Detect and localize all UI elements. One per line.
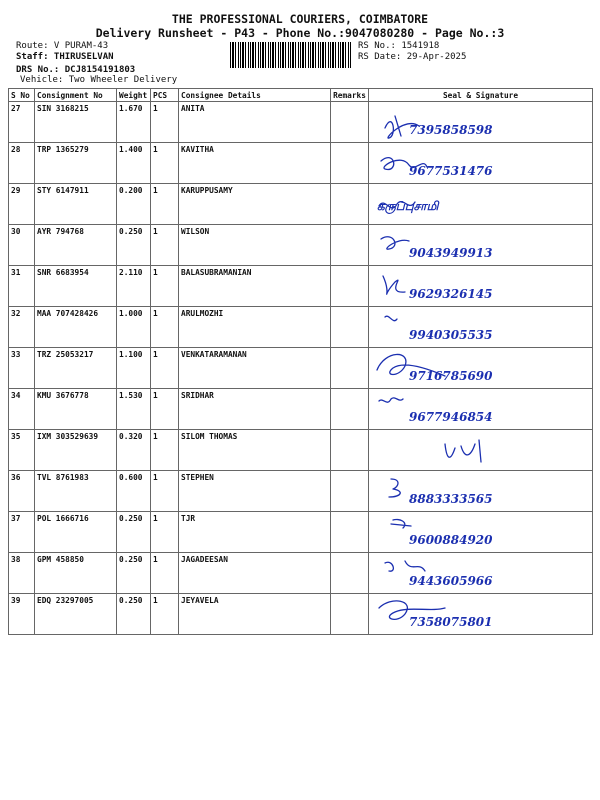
company-title: THE PROFESSIONAL COURIERS, COIMBATORE: [171, 12, 429, 26]
row-pcs: 1: [151, 553, 179, 594]
runsheet-table: [8, 88, 593, 635]
row-sno: 36: [9, 471, 35, 512]
staff-label: Staff: THIRUSELVAN: [16, 52, 114, 62]
row-weight: 1.100: [117, 348, 151, 389]
handwritten-signature: [369, 553, 593, 594]
handwritten-phone-text: 8883333565: [409, 492, 493, 506]
row-consignment-no: EDQ 23297005: [35, 594, 117, 635]
row-sno: 38: [9, 553, 35, 594]
row-weight: 1.000: [117, 307, 151, 348]
row-consignment-no: STY 6147911: [35, 184, 117, 225]
row-consignee: WILSON: [179, 225, 331, 266]
row-consignee: SRIDHAR: [179, 389, 331, 430]
row-pcs: 1: [151, 348, 179, 389]
handwritten-phone-text: 9716785690: [409, 369, 493, 383]
row-consignment-no: KMU 3676778: [35, 389, 117, 430]
table-row: [9, 389, 593, 430]
barcode-image: [230, 42, 352, 68]
row-remarks: [331, 389, 369, 430]
handwritten-signature: [369, 225, 593, 266]
handwritten-phone-text: 9600884920: [409, 533, 493, 547]
row-signature: [369, 184, 593, 225]
row-weight: 0.250: [117, 594, 151, 635]
row-signature: [369, 430, 593, 471]
row-signature: [369, 553, 593, 594]
route-label: Route: V PURAM-43: [16, 41, 109, 51]
row-weight: 1.530: [117, 389, 151, 430]
handwritten-phone-text: 7358075801: [409, 615, 493, 629]
table-row: [9, 348, 593, 389]
table-row: [9, 471, 593, 512]
row-signature: [369, 102, 593, 143]
table-row: [9, 307, 593, 348]
col-sno: S No: [9, 89, 35, 102]
row-weight: 0.600: [117, 471, 151, 512]
row-remarks: [331, 143, 369, 184]
row-remarks: [331, 266, 369, 307]
row-consignee: ANITA: [179, 102, 331, 143]
handwritten-signature: [369, 266, 593, 307]
row-signature: [369, 143, 593, 184]
handwritten-phone-text: 9629326145: [409, 287, 493, 301]
table-header-row: [9, 89, 593, 102]
vehicle-label: Vehicle: Two Wheeler Delivery: [20, 75, 178, 85]
table-row: [9, 594, 593, 635]
table-row: [9, 553, 593, 594]
row-weight: 0.320: [117, 430, 151, 471]
row-consignee: KAVITHA: [179, 143, 331, 184]
row-consignment-no: IXM 303529639: [35, 430, 117, 471]
row-pcs: 1: [151, 143, 179, 184]
handwritten-phone-text: கருப்புசாமி: [377, 199, 439, 213]
handwritten-signature: [369, 512, 593, 553]
row-sno: 29: [9, 184, 35, 225]
row-consignee: JEYAVELA: [179, 594, 331, 635]
handwritten-phone-text: 9940305535: [409, 328, 493, 342]
row-pcs: 1: [151, 594, 179, 635]
row-consignment-no: MAA 707428426: [35, 307, 117, 348]
handwritten-phone-text: 9677946854: [409, 410, 493, 424]
row-sno: 34: [9, 389, 35, 430]
row-sno: 30: [9, 225, 35, 266]
row-signature: [369, 471, 593, 512]
row-consignment-no: TRP 1365279: [35, 143, 117, 184]
handwritten-signature: [369, 184, 593, 225]
table-row: [9, 266, 593, 307]
row-weight: 1.400: [117, 143, 151, 184]
table-row: [9, 512, 593, 553]
handwritten-phone-text: 9677531476: [409, 164, 493, 178]
row-remarks: [331, 430, 369, 471]
row-remarks: [331, 184, 369, 225]
handwritten-signature: [369, 471, 593, 512]
row-signature: [369, 594, 593, 635]
col-consignment: Consignment No: [35, 89, 117, 102]
row-signature: [369, 307, 593, 348]
table-row: [9, 184, 593, 225]
row-weight: 0.250: [117, 553, 151, 594]
runsheet-subtitle: Delivery Runsheet - P43 - Phone No.:9047080280 - Page No.:3: [95, 26, 505, 40]
col-remarks: Remarks: [331, 89, 369, 102]
row-pcs: 1: [151, 389, 179, 430]
handwritten-signature: [369, 389, 593, 430]
row-consignment-no: SNR 6683954: [35, 266, 117, 307]
row-remarks: [331, 348, 369, 389]
handwritten-signature: [369, 348, 593, 389]
row-weight: 0.250: [117, 512, 151, 553]
row-remarks: [331, 471, 369, 512]
row-remarks: [331, 102, 369, 143]
row-signature: [369, 266, 593, 307]
col-signature: Seal & Signature: [369, 89, 593, 102]
row-sno: 39: [9, 594, 35, 635]
handwritten-signature: [369, 594, 593, 635]
row-sno: 35: [9, 430, 35, 471]
rs-number: RS No.: 1541918: [358, 41, 440, 51]
row-consignment-no: POL 1666716: [35, 512, 117, 553]
row-pcs: 1: [151, 102, 179, 143]
row-consignment-no: GPM 458850: [35, 553, 117, 594]
row-weight: 0.250: [117, 225, 151, 266]
row-sno: 31: [9, 266, 35, 307]
row-consignment-no: SIN 3168215: [35, 102, 117, 143]
row-remarks: [331, 225, 369, 266]
row-consignee: KARUPPUSAMY: [179, 184, 331, 225]
handwritten-phone-text: 7395858598: [409, 123, 493, 137]
handwritten-phone-text: 9043949913: [409, 246, 493, 260]
row-weight: 0.200: [117, 184, 151, 225]
handwritten-phone-text: 9443605966: [409, 574, 493, 588]
row-consignee: JAGADEESAN: [179, 553, 331, 594]
col-weight: Weight: [117, 89, 151, 102]
row-sno: 28: [9, 143, 35, 184]
table-row: [9, 225, 593, 266]
row-pcs: 1: [151, 184, 179, 225]
rs-date: RS Date: 29-Apr-2025: [358, 52, 467, 62]
row-pcs: 1: [151, 266, 179, 307]
row-remarks: [331, 594, 369, 635]
row-weight: 2.110: [117, 266, 151, 307]
row-remarks: [331, 553, 369, 594]
row-signature: [369, 512, 593, 553]
row-sno: 33: [9, 348, 35, 389]
row-pcs: 1: [151, 430, 179, 471]
row-consignee: STEPHEN: [179, 471, 331, 512]
row-signature: [369, 389, 593, 430]
table-row: [9, 102, 593, 143]
row-remarks: [331, 512, 369, 553]
row-consignee: VENKATARAMANAN: [179, 348, 331, 389]
row-pcs: 1: [151, 471, 179, 512]
col-consignee: Consignee Details: [179, 89, 331, 102]
row-pcs: 1: [151, 225, 179, 266]
row-signature: [369, 348, 593, 389]
row-remarks: [331, 307, 369, 348]
row-consignment-no: TVL 8761983: [35, 471, 117, 512]
handwritten-signature: [369, 307, 593, 348]
row-consignment-no: AYR 794768: [35, 225, 117, 266]
row-consignee: ARULMOZHI: [179, 307, 331, 348]
row-signature: [369, 225, 593, 266]
row-consignment-no: TRZ 25053217: [35, 348, 117, 389]
row-sno: 37: [9, 512, 35, 553]
table-row: [9, 143, 593, 184]
row-consignee: SILOM THOMAS: [179, 430, 331, 471]
row-pcs: 1: [151, 512, 179, 553]
handwritten-signature: [369, 143, 593, 184]
row-consignee: TJR: [179, 512, 331, 553]
row-consignee: BALASUBRAMANIAN: [179, 266, 331, 307]
row-sno: 27: [9, 102, 35, 143]
row-weight: 1.670: [117, 102, 151, 143]
handwritten-signature: [369, 430, 593, 471]
row-sno: 32: [9, 307, 35, 348]
table-row: [9, 430, 593, 471]
row-pcs: 1: [151, 307, 179, 348]
col-pcs: PCS: [151, 89, 179, 102]
drs-number: DRS No.: DCJ8154191803: [16, 65, 136, 75]
handwritten-signature: [369, 102, 593, 143]
